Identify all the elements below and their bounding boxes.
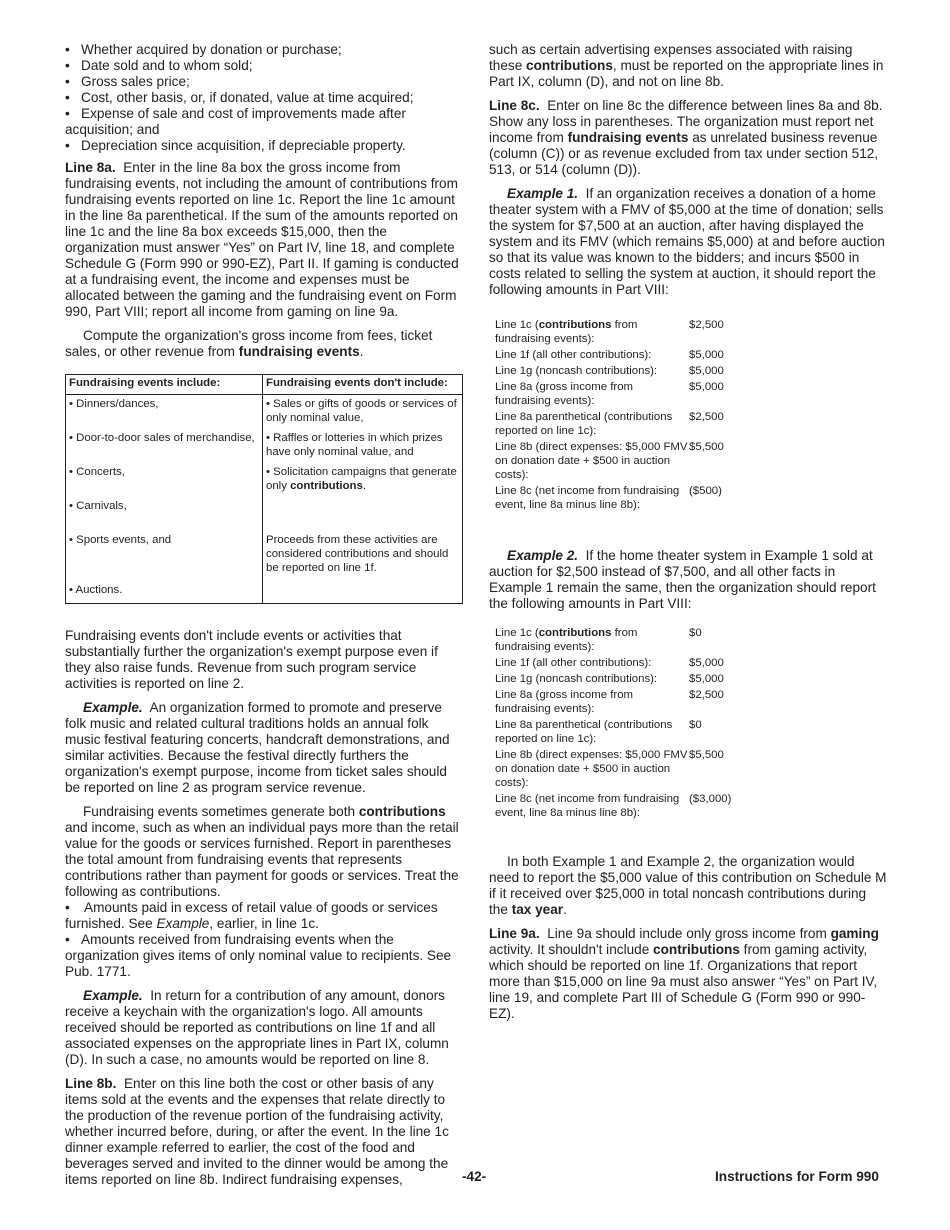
- table-row: [495, 440, 724, 484]
- table-cell-value: ($3,000): [689, 793, 732, 805]
- table-cell: [263, 581, 463, 604]
- table-row: [495, 364, 724, 380]
- table-cell-value: $5,000: [689, 349, 724, 361]
- table-cell-text: • Solicitation campaigns that generate only: [266, 466, 457, 492]
- example-1-text: If an organization receives a donation of a home theater system with a FMV of $5,000 at the time of donation; sells the system for $7,500 at an auction, after having displayed the system and its FMV (which remains $5,000) at and before auction so that its value was known to the bidders; and incurs $500 in costs related to selling the system at auction, it should report the following amounts in Part VIII:: [489, 186, 885, 297]
- fundraising-events-table: [65, 374, 463, 604]
- bullet-italic: Example: [156, 916, 210, 931]
- table-cell: • Carnivals,: [66, 497, 263, 531]
- line-8a-paragraph: [65, 160, 463, 320]
- table-header-row: [66, 375, 463, 395]
- table-cell-value: $5,000: [689, 381, 724, 393]
- page-number: -42-: [462, 1169, 487, 1184]
- table-cell-value: $5,500: [689, 441, 724, 453]
- table-row: [495, 410, 724, 440]
- table-cell: Line 1f (all other contributions):: [495, 657, 652, 669]
- compute-paragraph: [65, 328, 463, 360]
- right-column: [489, 42, 887, 1030]
- compute-text: Compute the organization's gross income from fees, ticket sales, or other revenue from: [65, 328, 433, 359]
- table-cell: [495, 626, 689, 656]
- line-8b-heading: Line 8b.: [65, 1076, 117, 1091]
- line-8c-text-end: as unrelated business revenue (column (C)) or as revenue excluded from tax under section 512, 513, or 514 (column (D)).: [489, 130, 879, 177]
- table-cell: Line 8c (net income from fundraising event, line 8a minus line 8b):: [495, 793, 680, 819]
- example-text: An organization formed to promote and preserve folk music and related cultural traditions holds an annual folk music festival featuring concerts, handcraft demonstrations, and similar activities. Because the festival directly furthers the organization's exempt purpose, income from ticket sales should be reported on line 2 as program service revenue.: [65, 700, 450, 795]
- example-2-text: If the home theater system in Example 1 sold at auction for $2,500 instead of $7,500, and all other facts in Example 1 remain the same, then the organization should report the following amounts in Part VIII:: [489, 548, 876, 611]
- example-label: Example.: [83, 988, 143, 1003]
- line-8c-bold-term: fundraising events: [567, 130, 689, 145]
- bullet-list-property: [65, 42, 463, 154]
- continuation-paragraph: [489, 42, 887, 90]
- list-item: • Gross sales price;: [65, 74, 463, 90]
- row-label: Line 1c (: [495, 319, 539, 331]
- continuation-text: such as certain advertising expenses associated with raising these: [489, 42, 853, 73]
- line-9a-bold-gaming: gaming: [830, 926, 879, 941]
- row-label-end: from fundraising events):: [495, 319, 638, 345]
- table-cell: [263, 463, 463, 497]
- contributions-text: Fundraising events sometimes generate both: [83, 804, 356, 819]
- continuation-bold-term: contributions: [526, 58, 613, 73]
- table-cell: • Door-to-door sales of merchandise,: [66, 429, 263, 463]
- table-cell: [263, 497, 463, 531]
- contributions-bold-term: contributions: [358, 804, 446, 819]
- table-row: [66, 429, 463, 463]
- row-label-end: from fundraising events):: [495, 627, 638, 653]
- continuation-text-end: , must be reported on the appropriate lines in Part IX, column (D), and not on line 8b.: [489, 58, 884, 89]
- table-row: [66, 497, 463, 531]
- both-examples-paragraph: [489, 854, 887, 918]
- table-cell-value: $5,500: [689, 749, 724, 761]
- table-cell: Line 8a parenthetical (contributions reported on line 1c):: [495, 719, 673, 745]
- table-cell: • Sales or gifts of goods or services of only nominal value,: [263, 395, 463, 430]
- line-8b-paragraph: [65, 1076, 463, 1188]
- list-item: • Date sold and to whom sold;: [65, 58, 463, 74]
- line-9a-bold-contributions: contributions: [653, 942, 740, 957]
- both-examples-bold-term: tax year: [511, 902, 564, 917]
- list-item: [65, 900, 463, 932]
- list-item: • Amounts received from fundraising events when the organization gives items of only nominal value to recipients. See Pub. 1771.: [65, 932, 463, 980]
- both-examples-text: In both Example 1 and Example 2, the organization would need to report the $5,000 value of this contribution on Schedule M if it received over $25,000 in total noncash contributions during the: [489, 854, 887, 917]
- line-8c-text: Enter on line 8c the difference between lines 8a and 8b. Show any loss in parentheses. The organization must report net income from: [489, 98, 883, 145]
- row-label-bold: contributions: [538, 627, 612, 639]
- line-9a-text-end: from gaming activity, which should be reported on line 1f. Organizations that report more than $15,000 on line 9a must also answer “Yes” on Part IV, line 19, and complete Part III of Schedule G (Form 990 or 990-EZ).: [489, 942, 878, 1021]
- table-row: [495, 748, 731, 792]
- table-cell-value: $2,500: [689, 689, 724, 701]
- table-cell: Line 1g (noncash contributions):: [495, 673, 658, 685]
- bullet-text: Amounts paid in excess of retail value of goods or services furnished. See: [65, 900, 438, 931]
- example-2-paragraph: [489, 548, 887, 612]
- line-9a-text-mid: activity. It shouldn't include: [489, 942, 650, 957]
- table-row: [495, 656, 731, 672]
- table-cell-value: $0: [689, 627, 702, 639]
- table-cell: • Sports events, and: [66, 531, 263, 581]
- line-8a-text: Enter in the line 8a box the gross income from fundraising events, not including the amount of contributions from fundraising events reported on line 1c. Report the line 1c amount in the line 8a parenthetical. If the sum of the amounts reported on line 1c and the line 8a box exceeds $15,000, then the organization must answer “Yes” on Part IV, line 18, and complete Schedule G (Form 990 or 990-EZ), Part II. If gaming is conducted at a fundraising event, the income and expenses must be allocated between the gaming and the fundraising event on Form 990, Part VIII; report all income from gaming on line 9a.: [65, 160, 459, 319]
- table-header-exclude: Fundraising events don't include:: [263, 375, 463, 395]
- table-row: [495, 688, 731, 718]
- table-cell: Line 8a (gross income from fundraising events):: [495, 689, 634, 715]
- table-cell: • Raffles or lotteries in which prizes have only nominal value, and: [263, 429, 463, 463]
- table-row: [66, 463, 463, 497]
- line-8c-paragraph: [489, 98, 887, 178]
- table-cell-value: $5,000: [689, 673, 724, 685]
- table-row: [495, 626, 731, 656]
- table-cell: Line 8a (gross income from fundraising events):: [495, 381, 634, 407]
- table-row: [495, 348, 724, 364]
- table-cell-bold: contributions: [290, 480, 363, 492]
- table-row: [66, 395, 463, 430]
- example-text: In return for a contribution of any amount, donors receive a keychain with the organization's logo. All amounts received should be reported as contributions on line 1f and all associated expenses on the appropriate lines in Part IX, column (D). In such a case, no amounts would be reported on line 8.: [65, 988, 449, 1067]
- table-row: [495, 380, 724, 410]
- line-9a-paragraph: [489, 926, 887, 1022]
- table-row: [495, 672, 731, 688]
- list-item: • Expense of sale and cost of improvements made after acquisition; and: [65, 106, 463, 138]
- form-title: Instructions for Form 990: [715, 1169, 879, 1184]
- table-cell-value: $0: [689, 719, 702, 731]
- example-2-label: Example 2.: [507, 548, 579, 563]
- table-cell-value: $2,500: [689, 319, 724, 331]
- example-2-amounts-table: [495, 626, 731, 822]
- example-folk-music-paragraph: [65, 700, 463, 796]
- bullet-text-end: , earlier, in line 1c.: [209, 916, 319, 931]
- list-item: • Depreciation since acquisition, if depreciable property.: [65, 138, 463, 154]
- list-item: • Cost, other basis, or, if donated, value at time acquired;: [65, 90, 463, 106]
- example-label: Example.: [83, 700, 143, 715]
- table-row: [495, 718, 731, 748]
- line-8c-heading: Line 8c.: [489, 98, 540, 113]
- table-row: [495, 484, 724, 514]
- compute-end: .: [359, 344, 364, 359]
- table-cell: [495, 318, 689, 348]
- line-8b-text: Enter on this line both the cost or other basis of any items sold at the events and the expenses that relate directly to the production of the revenue portion of the fundraising activity, whether incurred before, during, or after the event. In the line 1c dinner example referred to earlier, the cost of the food and beverages served and invited to the dinner would be among the items reported on line 8b. Indirect fundraising expenses,: [65, 1076, 449, 1187]
- example-1-label: Example 1.: [507, 186, 579, 201]
- table-cell: • Auctions.: [66, 581, 263, 604]
- table-row: [66, 531, 463, 581]
- table-cell: Line 8c (net income from fundraising event, line 8a minus line 8b):: [495, 485, 680, 511]
- row-label: Line 1c (: [495, 627, 539, 639]
- row-label-bold: contributions: [538, 319, 612, 331]
- table-row: [495, 318, 724, 348]
- left-column: [65, 42, 463, 1196]
- table-cell: Line 1g (noncash contributions):: [495, 365, 658, 377]
- line-9a-text: Line 9a should include only gross income from: [547, 926, 827, 941]
- table-cell-end: .: [362, 480, 366, 492]
- table-cell: Proceeds from these activities are considered contributions and should be reported on line 1f.: [263, 531, 463, 581]
- table-cell-value: ($500): [689, 485, 722, 497]
- both-examples-end: .: [563, 902, 567, 917]
- table-row: [66, 581, 463, 604]
- contributions-text-end: and income, such as when an individual pays more than the retail value for the goods or services furnished. Report in parentheses the total amount from fundraising events that represents contributions rather than payment for goods or services. Treat the following as contributions.: [65, 820, 459, 899]
- example-1-paragraph: [489, 186, 887, 298]
- table-header-include: Fundraising events include:: [66, 375, 263, 395]
- table-cell: Line 8a parenthetical (contributions reported on line 1c):: [495, 411, 673, 437]
- fundraising-dont-paragraph: Fundraising events don't include events or activities that substantially further the organization's exempt purpose even if they also raise funds. Revenue from such program service activities is reported on line 2.: [65, 628, 438, 691]
- table-row: [495, 792, 731, 822]
- line-8a-heading: Line 8a.: [65, 160, 116, 175]
- table-cell: Line 8b (direct expenses: $5,000 FMV on donation date + $500 in auction costs):: [495, 749, 688, 789]
- list-item: • Whether acquired by donation or purchase;: [65, 42, 463, 58]
- compute-bold-term: fundraising events: [238, 344, 360, 359]
- contributions-paragraph: [65, 804, 463, 900]
- table-cell-value: $5,000: [689, 657, 724, 669]
- table-cell-value: $2,500: [689, 411, 724, 423]
- line-9a-heading: Line 9a.: [489, 926, 540, 941]
- table-cell: Line 8b (direct expenses: $5,000 FMV on donation date + $500 in auction costs):: [495, 441, 688, 481]
- table-cell: Line 1f (all other contributions):: [495, 349, 652, 361]
- table-cell-value: $5,000: [689, 365, 724, 377]
- example-keychain-paragraph: [65, 988, 463, 1068]
- example-1-amounts-table: [495, 318, 724, 514]
- table-cell: • Dinners/dances,: [66, 395, 263, 430]
- table-cell: • Concerts,: [66, 463, 263, 497]
